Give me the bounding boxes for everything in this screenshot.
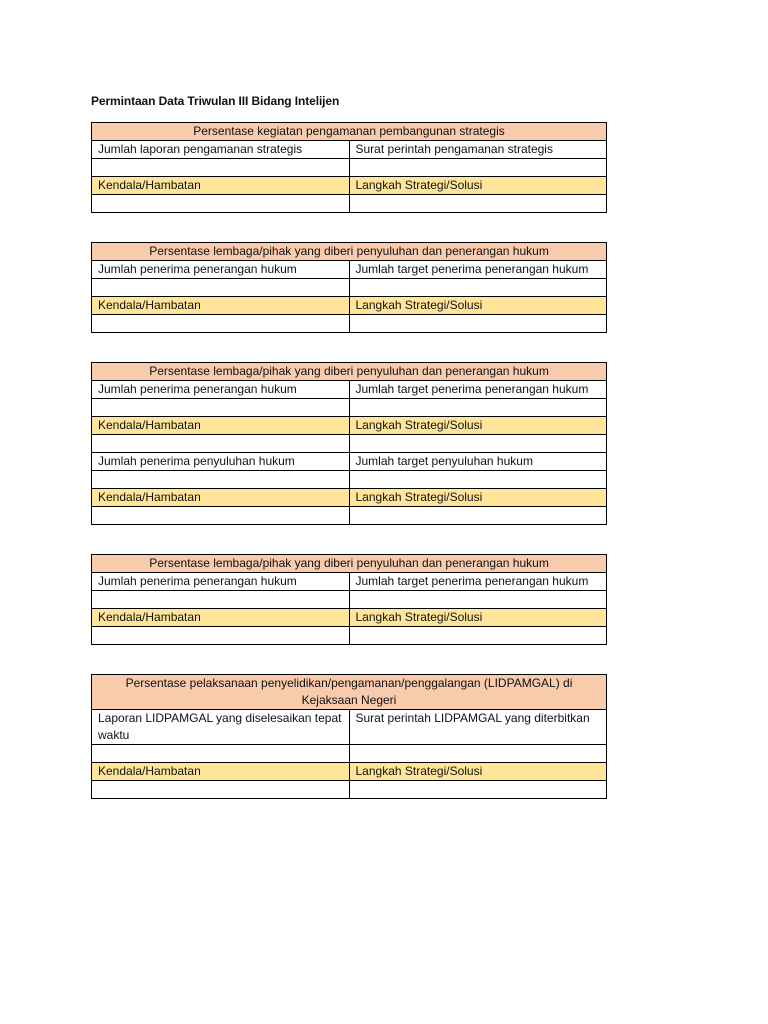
table-cell[interactable]: Jumlah target penerima penerangan hukum bbox=[349, 381, 607, 399]
kendala-cell[interactable]: Kendala/Hambatan bbox=[92, 417, 350, 435]
input-cell[interactable] bbox=[349, 507, 607, 525]
table-cell[interactable]: Jumlah penerima penerangan hukum bbox=[92, 573, 350, 591]
page-title: Permintaan Data Triwulan III Bidang Intelijen bbox=[91, 94, 340, 108]
table-header: Persentase lembaga/pihak yang diberi penyuluhan dan penerangan hukum bbox=[92, 243, 607, 261]
table-cell[interactable]: Laporan LIDPAMGAL yang diselesaikan tepat waktu bbox=[92, 710, 350, 745]
input-cell[interactable] bbox=[92, 315, 350, 333]
solusi-cell[interactable]: Langkah Strategi/Solusi bbox=[349, 609, 607, 627]
input-cell[interactable] bbox=[349, 781, 607, 799]
solusi-cell[interactable]: Langkah Strategi/Solusi bbox=[349, 177, 607, 195]
table-cell[interactable]: Jumlah target penerima penerangan hukum bbox=[349, 573, 607, 591]
kendala-cell[interactable]: Kendala/Hambatan bbox=[92, 297, 350, 315]
input-cell[interactable] bbox=[349, 627, 607, 645]
table-cell[interactable]: Jumlah target penerima penerangan hukum bbox=[349, 261, 607, 279]
input-cell[interactable] bbox=[92, 195, 350, 213]
input-cell[interactable] bbox=[349, 195, 607, 213]
input-cell[interactable] bbox=[349, 471, 607, 489]
table-header: Persentase pelaksanaan penyelidikan/pengamanan/penggalangan (LIDPAMGAL) di Kejaksaan Negeri bbox=[92, 675, 607, 710]
solusi-cell[interactable]: Langkah Strategi/Solusi bbox=[349, 489, 607, 507]
kendala-cell[interactable]: Kendala/Hambatan bbox=[92, 177, 350, 195]
table-cell[interactable]: Jumlah penerima penyuluhan hukum bbox=[92, 453, 350, 471]
table-cell[interactable]: Jumlah penerima penerangan hukum bbox=[92, 381, 350, 399]
input-cell[interactable] bbox=[92, 279, 350, 297]
input-cell[interactable] bbox=[349, 745, 607, 763]
table-cell[interactable]: Jumlah laporan pengamanan strategis bbox=[92, 141, 350, 159]
input-cell[interactable] bbox=[92, 399, 350, 417]
input-cell[interactable] bbox=[92, 435, 350, 453]
input-cell[interactable] bbox=[92, 471, 350, 489]
kendala-cell[interactable]: Kendala/Hambatan bbox=[92, 609, 350, 627]
table-cell[interactable]: Jumlah penerima penerangan hukum bbox=[92, 261, 350, 279]
table-header: Persentase lembaga/pihak yang diberi penyuluhan dan penerangan hukum bbox=[92, 363, 607, 381]
input-cell[interactable] bbox=[92, 507, 350, 525]
table-cell[interactable]: Surat perintah pengamanan strategis bbox=[349, 141, 607, 159]
input-cell[interactable] bbox=[349, 435, 607, 453]
input-cell[interactable] bbox=[349, 159, 607, 177]
kendala-cell[interactable]: Kendala/Hambatan bbox=[92, 489, 350, 507]
data-table-5 bbox=[91, 674, 607, 799]
input-cell[interactable] bbox=[92, 591, 350, 609]
data-table-1 bbox=[91, 122, 607, 213]
table-cell[interactable]: Surat perintah LIDPAMGAL yang diterbitkan bbox=[349, 710, 607, 745]
solusi-cell[interactable]: Langkah Strategi/Solusi bbox=[349, 297, 607, 315]
input-cell[interactable] bbox=[349, 591, 607, 609]
input-cell[interactable] bbox=[349, 399, 607, 417]
solusi-cell[interactable]: Langkah Strategi/Solusi bbox=[349, 417, 607, 435]
table-header: Persentase lembaga/pihak yang diberi penyuluhan dan penerangan hukum bbox=[92, 555, 607, 573]
input-cell[interactable] bbox=[92, 627, 350, 645]
data-table-4 bbox=[91, 554, 607, 645]
input-cell[interactable] bbox=[349, 315, 607, 333]
input-cell[interactable] bbox=[92, 781, 350, 799]
input-cell[interactable] bbox=[349, 279, 607, 297]
table-header: Persentase kegiatan pengamanan pembangunan strategis bbox=[92, 123, 607, 141]
solusi-cell[interactable]: Langkah Strategi/Solusi bbox=[349, 763, 607, 781]
kendala-cell[interactable]: Kendala/Hambatan bbox=[92, 763, 350, 781]
input-cell[interactable] bbox=[92, 745, 350, 763]
data-table-3 bbox=[91, 362, 607, 525]
table-cell[interactable]: Jumlah target penyuluhan hukum bbox=[349, 453, 607, 471]
input-cell[interactable] bbox=[92, 159, 350, 177]
data-table-2 bbox=[91, 242, 607, 333]
